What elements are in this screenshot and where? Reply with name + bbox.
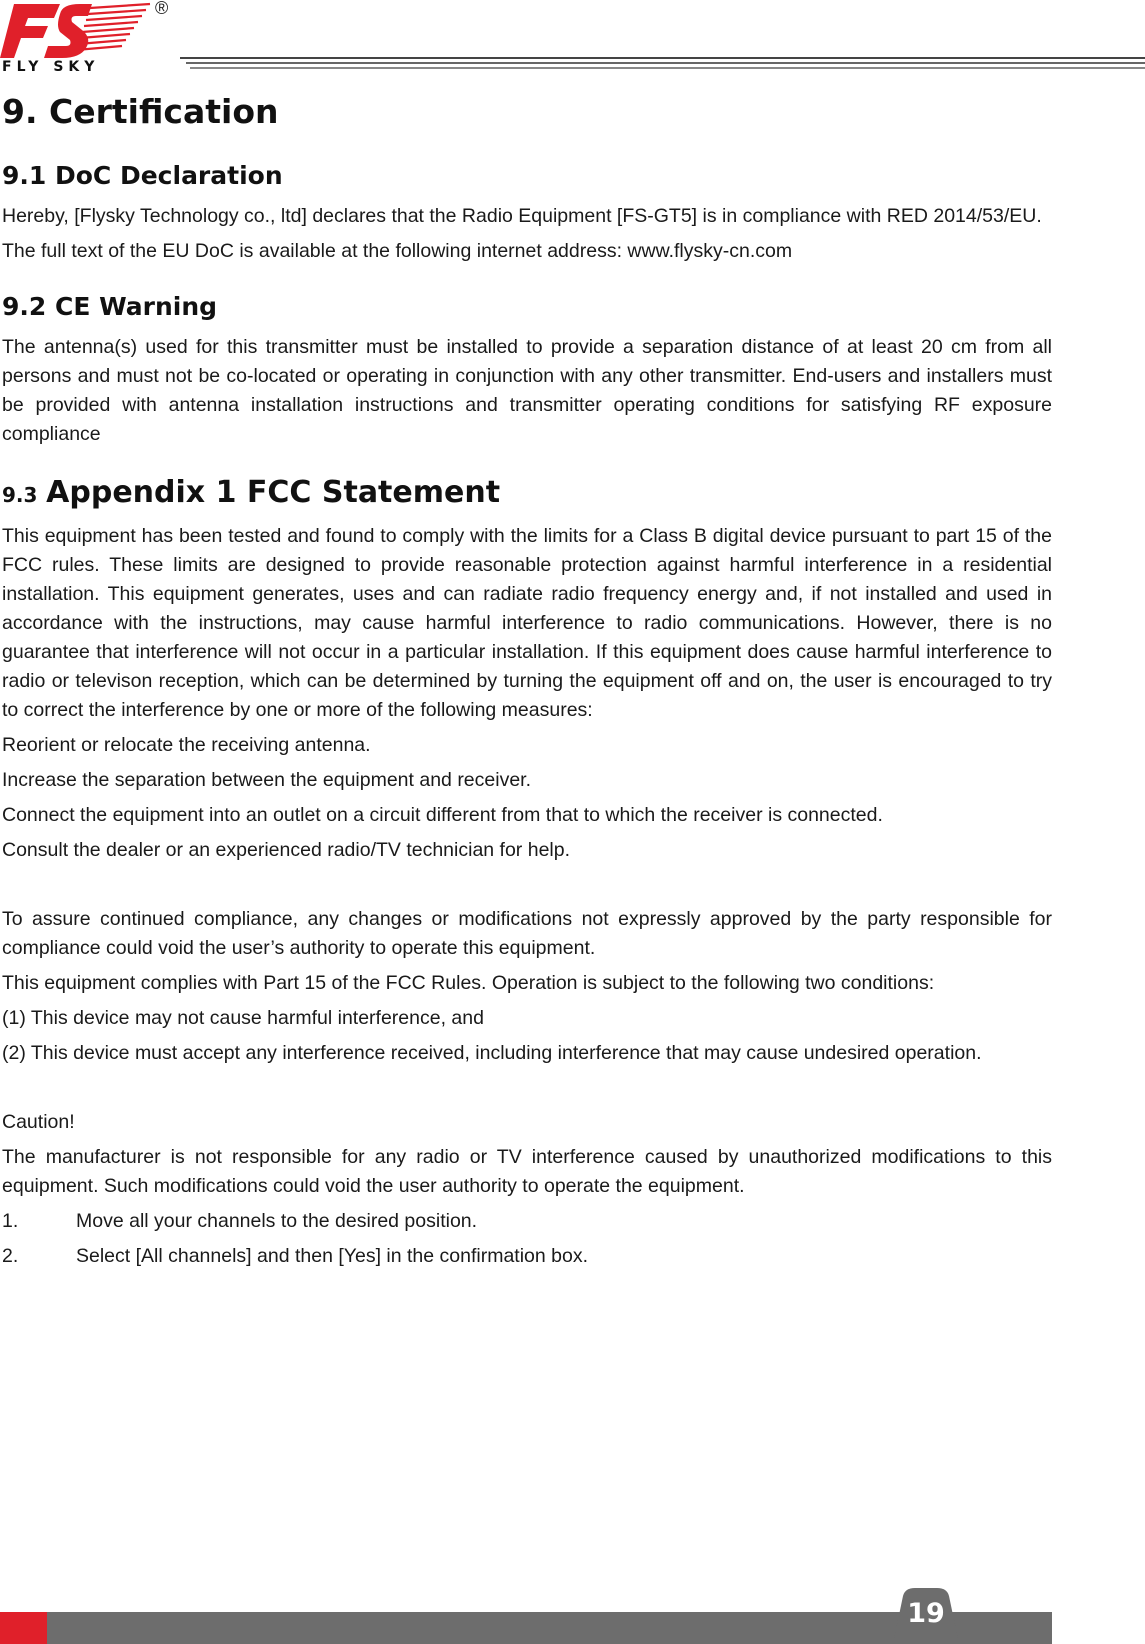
fcc-section bbox=[2, 475, 1052, 1271]
fs-logo-mark bbox=[0, 0, 175, 62]
registered-mark: ® bbox=[155, 0, 169, 18]
spacer bbox=[2, 1074, 1052, 1108]
doc-heading: 9.1 DoC Declaration bbox=[2, 161, 283, 190]
fcc-condition-2: (2) This device must accept any interference received, including interference that may cause undesired operation. bbox=[2, 1042, 982, 1064]
ce-warning-section bbox=[2, 292, 1052, 449]
document-body bbox=[2, 92, 1052, 1277]
fcc-measure-2: Increase the separation between the equipment and receiver. bbox=[2, 769, 532, 791]
fcc-paragraph-1: This equipment has been tested and found to comply with the limits for a Class B digital device pursuant to part 15 of the FCC rules. These limits are designed to provide reasonable protection against harmful interference in a residential installation. This equipment generates, uses and can radiate radio frequency energy and, if not installed and used in accordance with the instructions, may cause harmful interference to radio communications. However, there is no guarantee that interference will not occur in a particular installation. If this equipment does cause harmful interference to radio or televison reception, which can be determined by turning the equipment off and on, the user is encouraged to try to correct the interference by one or more of the following measures: bbox=[2, 525, 1052, 721]
spacer bbox=[2, 871, 1052, 905]
step-number: 2. bbox=[2, 1245, 19, 1267]
fcc-heading-text: Appendix 1 FCC Statement bbox=[46, 475, 501, 510]
page-number: 19 bbox=[907, 1598, 945, 1629]
ce-heading: 9.2 CE Warning bbox=[2, 292, 218, 321]
steps-list bbox=[2, 1207, 1052, 1271]
list-item bbox=[2, 1242, 1052, 1271]
list-item bbox=[2, 1207, 1052, 1236]
step-number: 1. bbox=[2, 1210, 19, 1232]
doc-declaration-section bbox=[2, 161, 1052, 266]
fcc-measure-3: Connect the equipment into an outlet on a circuit different from that to which the receiver is connected. bbox=[2, 804, 883, 826]
doc-url-paragraph: The full text of the EU DoC is available at the following internet address: www.flysky-cn.com bbox=[2, 240, 793, 262]
caution-paragraph: The manufacturer is not responsible for any radio or TV interference caused by unauthorized modifications to this equipment. Such modifications could void the user authority to operate the equipment. bbox=[2, 1146, 1052, 1197]
fcc-condition-1: (1) This device may not cause harmful interference, and bbox=[2, 1007, 484, 1029]
brand-name: FLY SKY bbox=[2, 59, 100, 75]
caution-label: Caution! bbox=[2, 1111, 75, 1133]
ce-paragraph: The antenna(s) used for this transmitter must be installed to provide a separation distance of at least 20 cm from all persons and must not be co-located or operating in conjunction with any other transmitter. End-users and installers must be provided with antenna installation instructions and transmitter operating conditions for satisfying RF exposure compliance bbox=[2, 336, 1052, 445]
fcc-paragraph-2: To assure continued compliance, any changes or modifications not expressly approved by the party responsible for compliance could void the user’s authority to operate this equipment. bbox=[2, 908, 1052, 959]
doc-paragraph: Hereby, [Flysky Technology co., ltd] declares that the Radio Equipment [FS-GT5] is in compliance with RED 2014/53/EU. bbox=[2, 205, 1042, 227]
page-title: 9. Certification bbox=[2, 92, 279, 131]
flysky-logo bbox=[0, 0, 175, 75]
fcc-measure-1: Reorient or relocate the receiving antenna. bbox=[2, 734, 371, 756]
footer-accent bbox=[0, 1612, 47, 1644]
fcc-heading bbox=[2, 475, 1052, 510]
fcc-paragraph-3: This equipment complies with Part 15 of the FCC Rules. Operation is subject to the following two conditions: bbox=[2, 972, 935, 994]
step-text: Select [All channels] and then [Yes] in the confirmation box. bbox=[76, 1245, 589, 1267]
header-rule bbox=[180, 56, 1145, 74]
fcc-measure-4: Consult the dealer or an experienced radio/TV technician for help. bbox=[2, 839, 571, 861]
step-text: Move all your channels to the desired position. bbox=[76, 1210, 478, 1232]
fcc-heading-number: 9.3 bbox=[2, 483, 38, 507]
